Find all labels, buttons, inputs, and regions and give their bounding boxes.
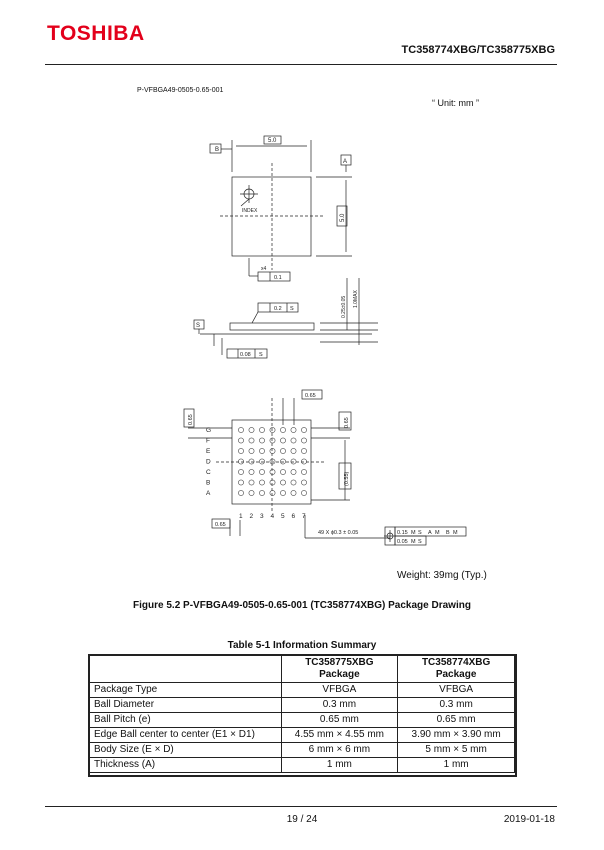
solder-ball bbox=[270, 480, 275, 485]
tol1-s: S bbox=[418, 530, 422, 536]
tol1-m: M bbox=[411, 530, 416, 536]
ball-spec-label: 49 X ϕ0.3 ± 0.05 bbox=[318, 530, 359, 536]
row-value: 0.3 mm bbox=[281, 698, 398, 713]
flatness-s-label: S bbox=[290, 306, 294, 312]
table-header-row bbox=[89, 655, 515, 683]
row-label: A bbox=[206, 490, 211, 497]
solder-ball bbox=[280, 438, 285, 443]
solder-ball bbox=[301, 469, 306, 474]
solder-ball bbox=[238, 469, 243, 474]
row-label: Edge Ball center to center (E1 × D1) bbox=[89, 728, 282, 743]
row-label: F bbox=[206, 437, 210, 445]
row-value: 4.55 mm × 4.55 mm bbox=[281, 728, 398, 743]
solder-ball bbox=[301, 459, 306, 464]
solder-ball bbox=[291, 459, 296, 464]
row-label: Body Size (E × D) bbox=[89, 743, 282, 758]
row-label: Thickness (A) bbox=[89, 758, 282, 773]
solder-ball bbox=[301, 490, 306, 495]
coplanarity-s-label: S bbox=[259, 352, 263, 358]
row-value: 6 mm × 6 mm bbox=[281, 743, 398, 758]
solder-ball bbox=[270, 427, 275, 432]
column-label: 7 bbox=[302, 513, 306, 520]
tol1-a: A bbox=[428, 530, 432, 536]
solder-ball bbox=[301, 427, 306, 432]
pitch-top-label: 0.65 bbox=[305, 393, 316, 399]
solder-ball bbox=[238, 438, 243, 443]
row-label: G bbox=[206, 427, 212, 434]
row-label: Package Type bbox=[89, 683, 282, 698]
figure-caption: Figure 5.2 P-VFBGA49-0505-0.65-001 (TC358774XBG) Package Drawing bbox=[133, 600, 471, 611]
unit-note: “ Unit: mm ” bbox=[432, 98, 479, 108]
index-label: INDEX bbox=[242, 208, 258, 214]
solder-ball bbox=[291, 427, 296, 432]
solder-ball bbox=[270, 438, 275, 443]
solder-ball bbox=[238, 490, 243, 495]
row-value: 0.65 mm bbox=[398, 713, 515, 728]
solder-ball bbox=[291, 469, 296, 474]
solder-ball bbox=[291, 490, 296, 495]
height-dim-label: 5.0 bbox=[340, 213, 346, 222]
table-row bbox=[89, 728, 515, 743]
solder-ball bbox=[238, 480, 243, 485]
header-tc358774: TC358774XBG Package bbox=[398, 655, 515, 683]
row-value: 3.90 mm × 3.90 mm bbox=[398, 728, 515, 743]
flatness-02-label: 0.2 bbox=[274, 306, 282, 312]
solder-ball bbox=[249, 459, 254, 464]
pitch-right-label: 0.65 bbox=[344, 417, 350, 428]
information-summary-table bbox=[88, 654, 515, 773]
column-label: 6 bbox=[291, 513, 296, 520]
tol1-b: B bbox=[446, 530, 450, 536]
tol2-m: M bbox=[411, 539, 416, 545]
solder-ball bbox=[259, 438, 264, 443]
solder-ball bbox=[249, 438, 254, 443]
solder-ball bbox=[270, 459, 275, 464]
header-part-number: TC358774XBG/TC358775XBG bbox=[401, 44, 555, 56]
tol1-am: M bbox=[435, 530, 440, 536]
row-label: C bbox=[206, 469, 211, 476]
row-label: Ball Pitch (e) bbox=[89, 713, 282, 728]
column-label: 2 bbox=[249, 513, 254, 520]
datum-s-label: S bbox=[196, 323, 201, 329]
solder-ball bbox=[280, 480, 285, 485]
solder-ball bbox=[249, 469, 254, 474]
table-row bbox=[89, 758, 515, 773]
solder-ball bbox=[259, 469, 264, 474]
solder-ball bbox=[249, 490, 254, 495]
row-value: 0.65 mm bbox=[281, 713, 398, 728]
solder-ball bbox=[259, 459, 264, 464]
row-label: Ball Diameter bbox=[89, 698, 282, 713]
x4-label: x4 bbox=[261, 266, 267, 272]
solder-ball bbox=[238, 427, 243, 432]
row-label: E bbox=[206, 448, 211, 455]
table-row bbox=[89, 713, 515, 728]
solder-ball bbox=[259, 480, 264, 485]
solder-ball bbox=[301, 438, 306, 443]
row-value: 1 mm bbox=[398, 758, 515, 773]
solder-ball bbox=[249, 480, 254, 485]
brand-logo: TOSHIBA bbox=[47, 22, 145, 45]
solder-ball bbox=[259, 490, 264, 495]
flatness-01-label: 0.1 bbox=[274, 275, 282, 281]
solder-ball bbox=[280, 448, 285, 453]
solder-ball bbox=[280, 490, 285, 495]
solder-ball bbox=[259, 427, 264, 432]
solder-ball bbox=[238, 459, 243, 464]
solder-ball bbox=[238, 448, 243, 453]
ball-grid bbox=[238, 427, 306, 495]
coplanarity-008-label: 0.08 bbox=[240, 352, 251, 358]
solder-ball bbox=[291, 448, 296, 453]
tol1-bm: M bbox=[453, 530, 458, 536]
row-value: VFBGA bbox=[398, 683, 515, 698]
row-label: B bbox=[206, 479, 211, 487]
table-row bbox=[89, 743, 515, 758]
column-label: 1 bbox=[239, 513, 243, 520]
package-code: P-VFBGA49-0505-0.65-001 bbox=[137, 87, 224, 94]
pitch-bottom-label: 0.65 bbox=[215, 522, 226, 528]
solder-ball bbox=[249, 448, 254, 453]
height-025-label: 0.25±0.05 bbox=[341, 295, 347, 318]
header-tc358775: TC358775XBG Package bbox=[281, 655, 398, 683]
solder-ball bbox=[280, 459, 285, 464]
solder-ball bbox=[301, 480, 306, 485]
datum-a-label: A bbox=[343, 159, 348, 165]
solder-ball bbox=[270, 448, 275, 453]
solder-ball bbox=[270, 469, 275, 474]
solder-ball bbox=[291, 480, 296, 485]
table-caption: Table 5-1 Information Summary bbox=[227, 640, 377, 651]
solder-ball bbox=[259, 448, 264, 453]
solder-ball bbox=[270, 490, 275, 495]
row-value: VFBGA bbox=[281, 683, 398, 698]
table-row bbox=[89, 683, 515, 698]
top-view-body bbox=[232, 177, 311, 256]
footer-date: 2019-01-18 bbox=[503, 814, 555, 825]
column-label: 3 bbox=[260, 513, 264, 520]
tol2-s: S bbox=[418, 539, 422, 545]
weight-note: Weight: 39mg (Typ.) bbox=[397, 570, 487, 581]
footer-rule bbox=[45, 806, 557, 807]
header-empty bbox=[89, 655, 282, 683]
width-dim-label: 5.0 bbox=[268, 138, 277, 144]
column-label: 4 bbox=[270, 513, 275, 520]
tol2-value: 0.05 bbox=[397, 539, 408, 545]
solder-ball bbox=[291, 438, 296, 443]
page-number: 19 / 24 bbox=[286, 814, 318, 825]
row-value: 1 mm bbox=[281, 758, 398, 773]
solder-ball bbox=[280, 427, 285, 432]
solder-ball bbox=[301, 448, 306, 453]
height-max-label: 1.0MAX bbox=[353, 290, 359, 308]
span-right-label: (0.55) bbox=[344, 471, 350, 486]
table-row bbox=[89, 698, 515, 713]
datum-b-label: B bbox=[215, 147, 220, 153]
column-label: 5 bbox=[281, 513, 285, 520]
solder-ball bbox=[249, 427, 254, 432]
row-value: 0.3 mm bbox=[398, 698, 515, 713]
solder-ball bbox=[280, 469, 285, 474]
tol1-value: 0.15 bbox=[397, 530, 408, 536]
row-label: D bbox=[206, 458, 211, 466]
row-value: 5 mm × 5 mm bbox=[398, 743, 515, 758]
pitch-left-label: 0.65 bbox=[188, 414, 194, 425]
